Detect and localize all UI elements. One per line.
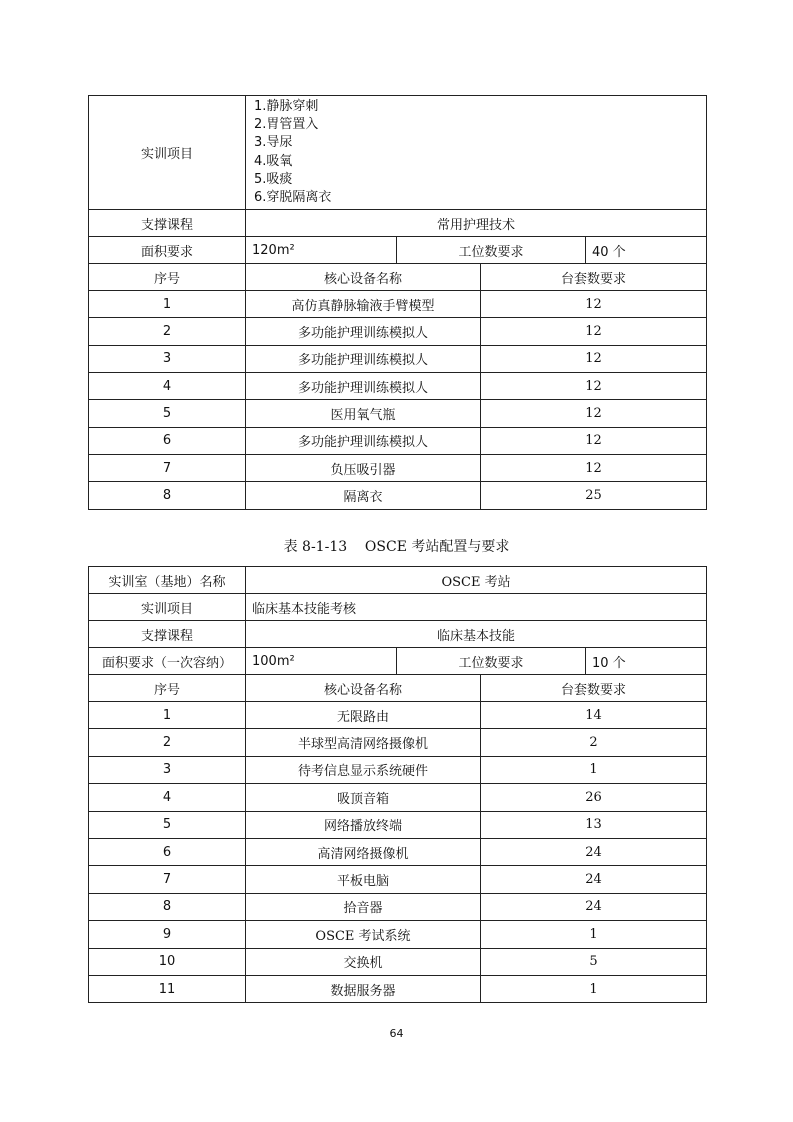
row-no: 3 xyxy=(89,756,246,783)
row-no: 2 xyxy=(89,318,246,345)
row-count: 14 xyxy=(481,702,707,729)
training-item: 1.静脉穿刺 xyxy=(254,99,319,114)
training-items-label: 实训项目 xyxy=(89,96,246,210)
row-no: 10 xyxy=(89,948,246,975)
row-count: 2 xyxy=(481,729,707,756)
area-label: 面积要求 xyxy=(89,237,246,264)
row-count: 12 xyxy=(481,345,707,372)
row-equipment: 多功能护理训练模拟人 xyxy=(246,318,481,345)
table-row xyxy=(89,784,707,811)
area-label: 面积要求（一次容纳） xyxy=(89,648,246,675)
row-equipment: 多功能护理训练模拟人 xyxy=(246,373,481,400)
training-items-label: 实训项目 xyxy=(89,594,246,621)
row-no: 1 xyxy=(89,702,246,729)
row-equipment: 拾音器 xyxy=(246,893,481,920)
row-count: 13 xyxy=(481,811,707,838)
column-header-no: 序号 xyxy=(89,675,246,702)
row-equipment: 网络播放终端 xyxy=(246,811,481,838)
table-row xyxy=(89,345,707,372)
stations-value: 40 个 xyxy=(586,237,707,264)
table-row xyxy=(89,318,707,345)
row-equipment: 负压吸引器 xyxy=(246,454,481,481)
table-row xyxy=(89,427,707,454)
page-number: 64 xyxy=(389,1027,404,1040)
training-room-table-1 xyxy=(88,95,707,510)
training-item: 5.吸痰 xyxy=(254,171,293,187)
row-count: 25 xyxy=(481,482,707,509)
row-equipment: 医用氧气瓶 xyxy=(246,400,481,427)
row-equipment: 待考信息显示系统硬件 xyxy=(246,756,481,783)
area-value: 120m² xyxy=(246,237,397,264)
row-no: 6 xyxy=(89,427,246,454)
row-count: 1 xyxy=(481,756,707,783)
row-count: 12 xyxy=(481,454,707,481)
row-count: 12 xyxy=(481,291,707,318)
row-count: 24 xyxy=(481,893,707,920)
table-row xyxy=(89,893,707,920)
training-item: 6.穿脱隔离衣 xyxy=(254,189,332,205)
stations-value: 10 个 xyxy=(586,648,707,675)
column-header-no: 序号 xyxy=(89,264,246,291)
row-equipment: 高清网络摄像机 xyxy=(246,838,481,865)
table-row xyxy=(89,482,707,509)
row-no: 4 xyxy=(89,784,246,811)
course-label: 支撑课程 xyxy=(89,210,246,237)
stations-label: 工位数要求 xyxy=(397,237,586,264)
row-equipment: 隔离衣 xyxy=(246,482,481,509)
table-row xyxy=(89,921,707,948)
row-equipment: 高仿真静脉输液手臂模型 xyxy=(246,291,481,318)
row-count: 12 xyxy=(481,400,707,427)
column-header-count: 台套数要求 xyxy=(481,675,707,702)
training-item: 3.导尿 xyxy=(254,135,293,151)
row-count: 24 xyxy=(481,866,707,893)
row-no: 8 xyxy=(89,893,246,920)
row-equipment: 平板电脑 xyxy=(246,866,481,893)
row-equipment: OSCE 考试系统 xyxy=(246,921,481,948)
table-caption: 表 8-1-13 OSCE 考站配置与要求 xyxy=(283,539,510,555)
table-row xyxy=(89,975,707,1002)
row-no: 1 xyxy=(89,291,246,318)
training-item: 2.胃管置入 xyxy=(254,117,319,133)
table-row xyxy=(89,756,707,783)
row-count: 1 xyxy=(481,921,707,948)
row-equipment: 无限路由 xyxy=(246,702,481,729)
row-no: 7 xyxy=(89,866,246,893)
room-value: OSCE 考站 xyxy=(246,567,707,594)
course-value: 临床基本技能 xyxy=(246,621,707,648)
table-row xyxy=(89,811,707,838)
row-no: 8 xyxy=(89,482,246,509)
area-value: 100m² xyxy=(246,648,397,675)
table-row xyxy=(89,454,707,481)
table-row xyxy=(89,838,707,865)
row-count: 12 xyxy=(481,318,707,345)
row-equipment: 交换机 xyxy=(246,948,481,975)
table-row xyxy=(89,866,707,893)
training-items-value: 临床基本技能考核 xyxy=(246,594,707,621)
row-no: 5 xyxy=(89,811,246,838)
row-count: 12 xyxy=(481,373,707,400)
row-no: 5 xyxy=(89,400,246,427)
row-no: 6 xyxy=(89,838,246,865)
table-row xyxy=(89,702,707,729)
column-header-count: 台套数要求 xyxy=(481,264,707,291)
row-equipment: 半球型高清网络摄像机 xyxy=(246,729,481,756)
row-no: 3 xyxy=(89,345,246,372)
row-equipment: 吸顶音箱 xyxy=(246,784,481,811)
course-value: 常用护理技术 xyxy=(246,210,707,237)
column-header-equipment: 核心设备名称 xyxy=(246,675,481,702)
row-count: 24 xyxy=(481,838,707,865)
table-row xyxy=(89,291,707,318)
row-no: 4 xyxy=(89,373,246,400)
row-no: 9 xyxy=(89,921,246,948)
row-no: 11 xyxy=(89,975,246,1002)
training-items-list xyxy=(246,96,707,210)
row-equipment: 数据服务器 xyxy=(246,975,481,1002)
table-row xyxy=(89,729,707,756)
row-no: 2 xyxy=(89,729,246,756)
row-count: 1 xyxy=(481,975,707,1002)
training-item: 4.吸氧 xyxy=(254,153,293,169)
table-row xyxy=(89,948,707,975)
course-label: 支撑课程 xyxy=(89,621,246,648)
table-row xyxy=(89,373,707,400)
room-label: 实训室（基地）名称 xyxy=(89,567,246,594)
row-no: 7 xyxy=(89,454,246,481)
stations-label: 工位数要求 xyxy=(397,648,586,675)
row-count: 26 xyxy=(481,784,707,811)
osce-station-table xyxy=(88,566,707,1003)
row-count: 5 xyxy=(481,948,707,975)
row-equipment: 多功能护理训练模拟人 xyxy=(246,345,481,372)
row-equipment: 多功能护理训练模拟人 xyxy=(246,427,481,454)
row-count: 12 xyxy=(481,427,707,454)
table-row xyxy=(89,400,707,427)
column-header-equipment: 核心设备名称 xyxy=(246,264,481,291)
